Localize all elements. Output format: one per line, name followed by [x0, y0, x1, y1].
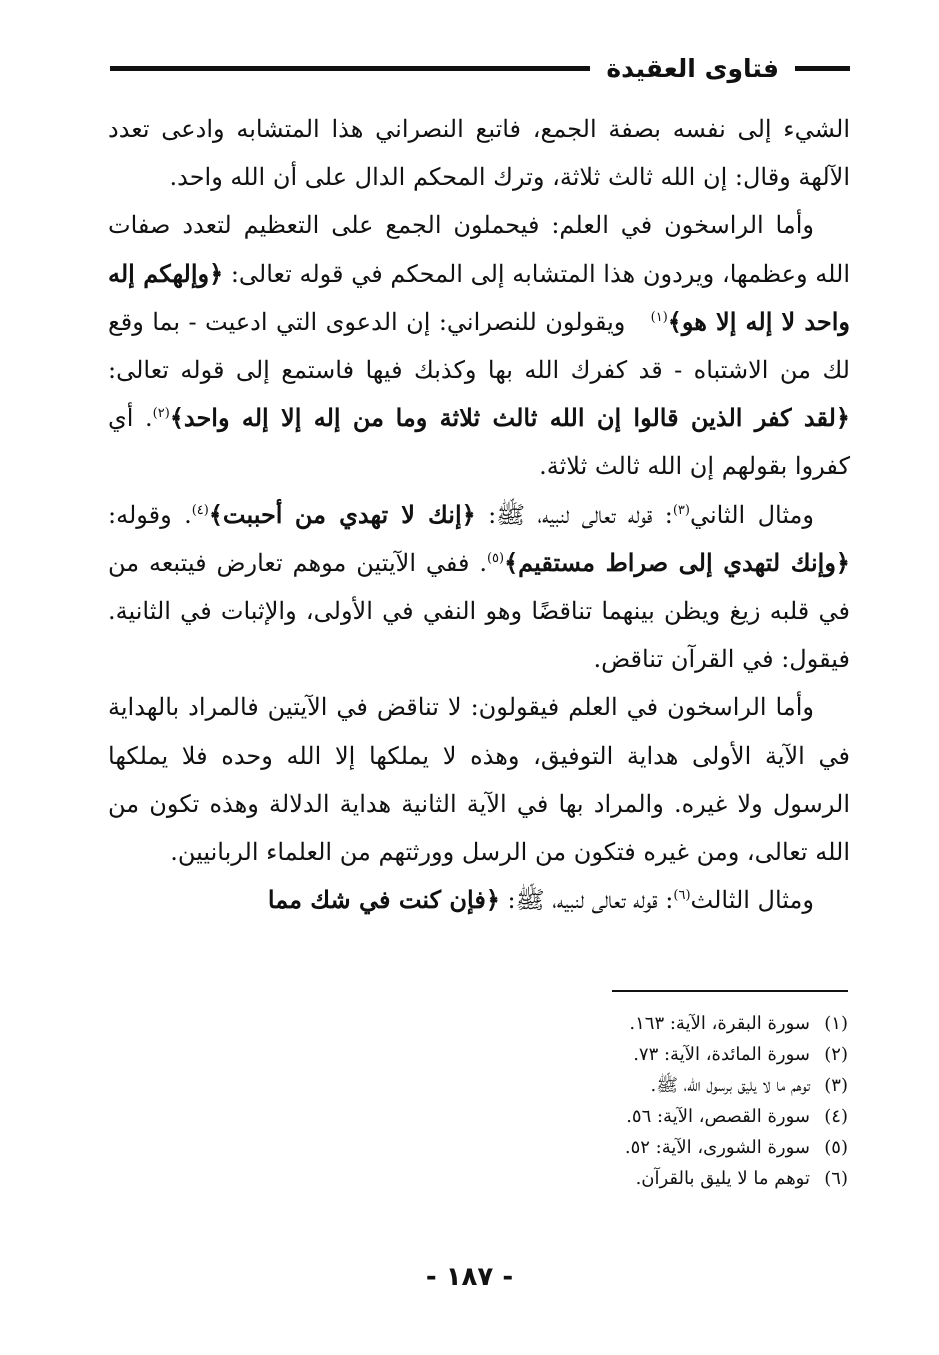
footnote — [420, 1132, 848, 1163]
footnote-number: (٦) — [824, 1168, 848, 1189]
text-line: صفات الله وعظمها، ويردون هذا المتشابه إلى المحكم في قوله تعالى: — [108, 211, 850, 288]
footnote-mark: (٥) — [486, 550, 505, 566]
text-line: الآيتين موهم تعارض فيتبعه من في قلبه زيغ ويظن بينهما تناقضًا وهو النفي — [108, 548, 850, 626]
text-line: . أي كفروا بقولهم إن الله ثالث ثلاثة. — [108, 404, 850, 481]
text-line: الدعوى التي ادعيت - بما وقع لك من الاشتباه - قد كفرك الله بها وكذبك — [108, 307, 850, 385]
footnote-text: سورة المائدة، الآية: ٧٣. — [633, 1044, 810, 1065]
quran-verse: ﴿إنك لا تهدي من — [294, 499, 476, 529]
quran-verse: أحببت﴾ — [208, 499, 283, 529]
footnote-number: (٤) — [824, 1106, 848, 1127]
footnote-number: (٢) — [824, 1044, 848, 1065]
quran-verse: ﴿وإنك لتهدي إلى صراط مستقيم﴾ — [504, 547, 850, 577]
text-line: : قوله تعالى لنبيه، ﷺ: — [507, 886, 674, 915]
footnote-mark: (١) — [650, 309, 668, 325]
text-line: : قوله تعالى لنبيه، ﷺ: — [488, 500, 673, 529]
text-line: ومثال الثالث — [690, 886, 814, 915]
text-line: يملكها الرسول ولا غيره. والمراد بها في الآية الثانية هداية الدلالة وهذه — [108, 741, 851, 818]
quran-verse: ﴿لقد كفر الذين قالوا إن الله ثالث ثلاثة وما — [395, 403, 850, 433]
footnotes — [420, 1008, 848, 1194]
paragraph — [108, 491, 850, 684]
header-title: فتاوى العقيدة — [606, 53, 779, 83]
footnote-text: سورة القصص، الآية: ٥٦. — [626, 1106, 810, 1127]
text-line: فيها فاستمع إلى قوله تعالى: — [108, 356, 403, 385]
footnote — [420, 1039, 848, 1070]
header-rule-short — [795, 66, 850, 71]
footnote-separator — [612, 990, 848, 992]
quran-verse: ﴿فإن كنت في شك مما — [267, 885, 500, 915]
paragraph — [108, 105, 850, 201]
text-line: ويقولون للنصراني: إن — [406, 307, 626, 336]
footnote — [420, 1101, 848, 1132]
text-line: . وقوله: — [108, 500, 192, 529]
text-line: الشيء إلى نفسه بصفة الجمع، فاتبع النصراني هذا المتشابه وادعى تعدد — [108, 115, 850, 143]
quran-verse: ﴿وإلهكم إله واحد لا إله إلا هو﴾ — [108, 258, 851, 336]
page-number: - ١٨٧ - — [425, 1262, 514, 1292]
text-line: تكون من الله تعالى، ومن غيره فتكون من الرسل وورثتهم من العلماء — [108, 789, 850, 867]
running-header — [110, 48, 850, 88]
footnote-text: سورة البقرة، الآية: ١٦٣. — [629, 1013, 810, 1034]
main-text — [108, 105, 850, 924]
quran-verse: من إله إلا إله واحد﴾ — [169, 403, 384, 433]
paragraph — [108, 683, 850, 876]
footnote-mark: (٢) — [152, 406, 170, 422]
footnote-text: توهم ما لا يليق بالقرآن. — [635, 1168, 810, 1189]
footnote-number: (١) — [824, 1013, 848, 1034]
footnote — [420, 1008, 848, 1039]
paragraph — [108, 876, 850, 924]
text-line: وأما الراسخون في العلم: فيحملون الجمع على التعظيم لتعدد — [182, 211, 814, 240]
footnote-mark: (٣) — [672, 502, 690, 518]
text-line: الربانيين. — [170, 838, 259, 867]
footnote — [420, 1163, 848, 1194]
footnote-number: (٣) — [824, 1075, 848, 1096]
header-rule-long — [110, 66, 590, 71]
paragraph — [108, 201, 850, 490]
text-line: الآلهة وقال: إن الله ثالث ثلاثة، وترك المحكم الدال على أن الله واحد. — [169, 163, 850, 192]
text-line: وأما الراسخون في العلم فيقولون: لا تناقض في الآيتين فالمراد — [188, 693, 814, 722]
footnote-text: سورة الشورى، الآية: ٥٢. — [624, 1137, 810, 1158]
text-line: في الأولى، والإثبات في الثانية. فيقول: في القرآن تناقض. — [108, 597, 850, 674]
footnote — [420, 1070, 848, 1101]
footnote-mark: (٦) — [673, 888, 691, 904]
footnote-mark: (٤) — [191, 502, 209, 518]
footnote-number: (٥) — [824, 1137, 848, 1158]
footnote-text: توهم ما لا يليق برسول الله، ﷺ. — [650, 1075, 810, 1096]
text-line: ومثال الثاني — [689, 500, 815, 529]
text-line: . ففي — [425, 548, 487, 577]
text-line: بالهداية في الآية الأولى هداية التوفيق، وهذه لا يملكها إلا الله وحده فلا — [108, 693, 850, 770]
